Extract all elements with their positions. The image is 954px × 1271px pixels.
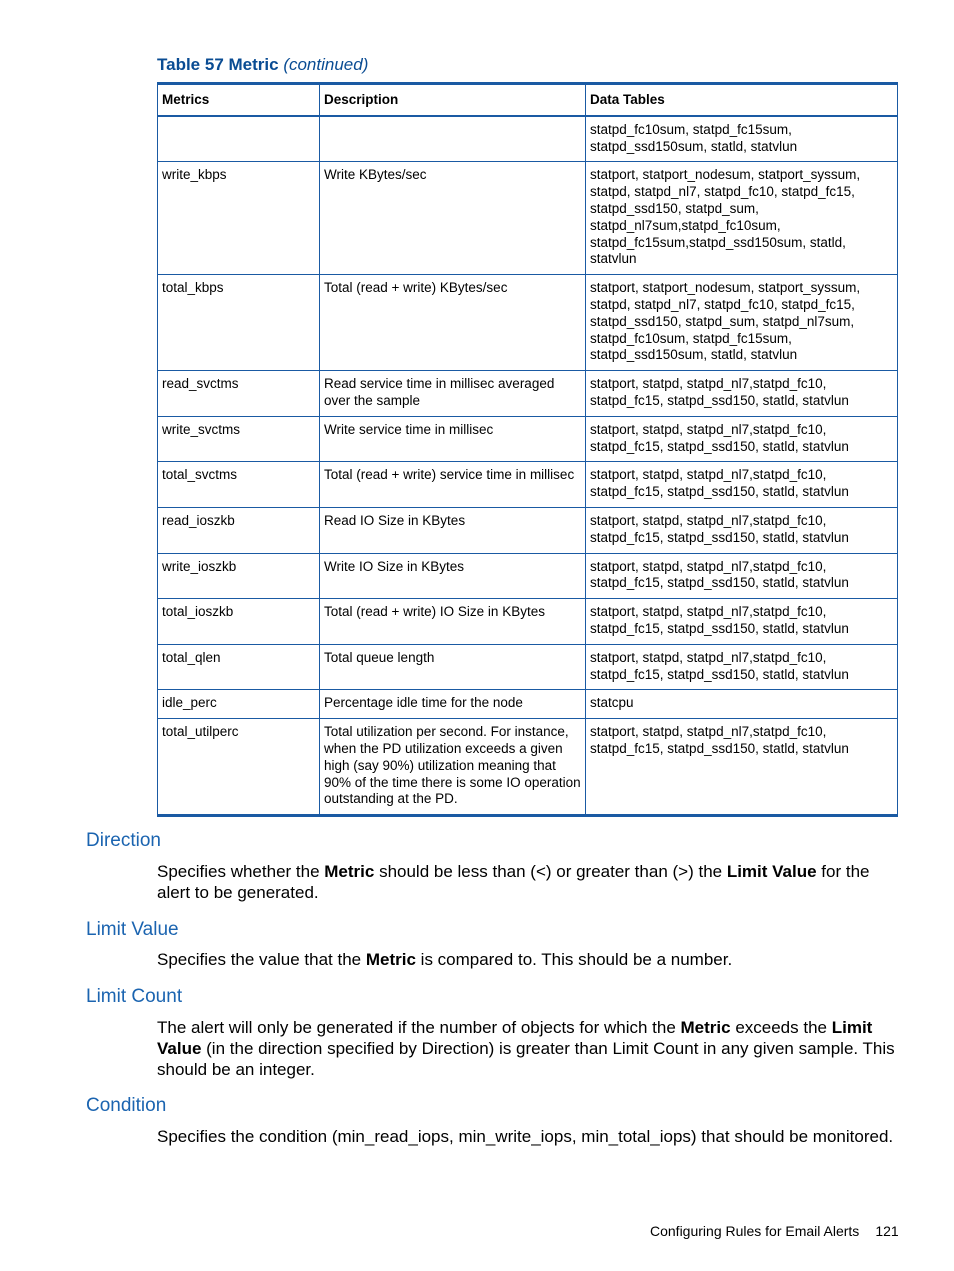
cell-metric: write_ioszkb	[158, 553, 320, 599]
bold-term: Metric	[324, 862, 375, 881]
cell-data-tables: statcpu	[586, 690, 898, 719]
cell-data-tables: statport, statport_nodesum, statport_syssum, statpd, statpd_nl7, statpd_fc10, statpd_fc15, statpd_ssd150, statpd_sum, statpd_nl7sum, statpd_fc10sum, statpd_fc15sum, statpd_ssd150sum, statld, statvlun	[586, 275, 898, 371]
text-run: Specifies the condition (min_read_iops, min_write_iops, min_total_iops) that should be monitored.	[157, 1127, 894, 1146]
table-row	[158, 719, 898, 816]
header-description: Description	[320, 84, 586, 116]
section-heading-direction: Direction	[86, 830, 161, 851]
cell-data-tables: statport, statport_nodesum, statport_syssum, statpd, statpd_nl7, statpd_fc10, statpd_fc15, statpd_ssd150, statpd_sum, statpd_nl7sum,statpd_fc10sum, statpd_fc15sum,statpd_ssd150sum, statld, statvlun	[586, 162, 898, 275]
table-row	[158, 553, 898, 599]
table-row	[158, 371, 898, 417]
footer-title: Configuring Rules for Email Alerts	[650, 1223, 860, 1239]
table-caption-label: Table 57 Metric	[157, 55, 279, 74]
cell-data-tables: statport, statpd, statpd_nl7,statpd_fc10, statpd_fc15, statpd_ssd150, statld, statvlun	[586, 719, 898, 816]
cell-description: Write KBytes/sec	[320, 162, 586, 275]
text-run: Specifies whether the	[157, 862, 325, 881]
table-row	[158, 690, 898, 719]
cell-data-tables: statport, statpd, statpd_nl7,statpd_fc10, statpd_fc15, statpd_ssd150, statld, statvlun	[586, 416, 898, 462]
text-run: exceeds the	[730, 1018, 832, 1037]
cell-metric: total_utilperc	[158, 719, 320, 816]
table-body	[158, 116, 898, 816]
cell-description: Total (read + write) KBytes/sec	[320, 275, 586, 371]
metric-table	[157, 82, 898, 817]
text-run: for the alert to be generated.	[157, 862, 870, 902]
text-run: is compared to. This should be a number.	[415, 950, 733, 969]
text-run: Specifies the value that the	[157, 950, 366, 969]
cell-metric: read_svctms	[158, 371, 320, 417]
section-body-condition	[157, 1126, 899, 1147]
cell-metric: total_kbps	[158, 275, 320, 371]
table-row	[158, 416, 898, 462]
cell-data-tables: statport, statpd, statpd_nl7,statpd_fc10, statpd_fc15, statpd_ssd150, statld, statvlun	[586, 553, 898, 599]
bold-term: Limit Value	[157, 1018, 873, 1058]
cell-description: Write service time in millisec	[320, 416, 586, 462]
table-row	[158, 507, 898, 553]
section-body-direction	[157, 861, 899, 903]
bold-term: Limit Value	[726, 862, 817, 881]
section-heading-limit-count: Limit Count	[86, 986, 183, 1007]
text-run: The alert will only be generated if the number of objects for which the	[157, 1018, 681, 1037]
cell-metric: write_kbps	[158, 162, 320, 275]
text-run: (in the direction specified by Direction) is greater than Limit Count in any given sample. This should be an integer.	[157, 1039, 895, 1079]
cell-metric	[158, 116, 320, 162]
section-heading-limit-value: Limit Value	[86, 919, 179, 940]
cell-description: Write IO Size in KBytes	[320, 553, 586, 599]
page-number: 121	[875, 1223, 899, 1239]
cell-data-tables: statport, statpd, statpd_nl7,statpd_fc10, statpd_fc15, statpd_ssd150, statld, statvlun	[586, 371, 898, 417]
cell-description	[320, 116, 586, 162]
cell-metric: total_ioszkb	[158, 599, 320, 645]
cell-data-tables: statport, statpd, statpd_nl7,statpd_fc10, statpd_fc15, statpd_ssd150, statld, statvlun	[586, 644, 898, 690]
cell-data-tables: statpd_fc10sum, statpd_fc15sum, statpd_ssd150sum, statld, statvlun	[586, 116, 898, 162]
page-footer	[650, 1223, 899, 1239]
cell-metric: total_qlen	[158, 644, 320, 690]
section-heading-condition: Condition	[86, 1095, 167, 1116]
bold-term: Metric	[365, 950, 416, 969]
cell-description: Total utilization per second. For instance, when the PD utilization exceeds a given high (say 90%) utilization meaning that 90% of the time there is some IO operation outstanding at the PD.	[320, 719, 586, 816]
cell-data-tables: statport, statpd, statpd_nl7,statpd_fc10, statpd_fc15, statpd_ssd150, statld, statvlun	[586, 599, 898, 645]
table-row	[158, 275, 898, 371]
cell-description: Read IO Size in KBytes	[320, 507, 586, 553]
table-caption	[157, 55, 368, 75]
text-run: should be less than (<) or greater than (>) the	[374, 862, 727, 881]
cell-metric: idle_perc	[158, 690, 320, 719]
cell-metric: read_ioszkb	[158, 507, 320, 553]
cell-description: Percentage idle time for the node	[320, 690, 586, 719]
cell-data-tables: statport, statpd, statpd_nl7,statpd_fc10, statpd_fc15, statpd_ssd150, statld, statvlun	[586, 462, 898, 508]
section-body-limit-value	[157, 949, 899, 970]
cell-metric: write_svctms	[158, 416, 320, 462]
table-row	[158, 116, 898, 162]
table-row	[158, 644, 898, 690]
table-row	[158, 599, 898, 645]
cell-description: Total (read + write) service time in millisec	[320, 462, 586, 508]
cell-data-tables: statport, statpd, statpd_nl7,statpd_fc10, statpd_fc15, statpd_ssd150, statld, statvlun	[586, 507, 898, 553]
cell-description: Total queue length	[320, 644, 586, 690]
header-data-tables: Data Tables	[586, 84, 898, 116]
bold-term: Metric	[680, 1018, 731, 1037]
table-caption-suffix: (continued)	[283, 55, 369, 74]
table-row	[158, 162, 898, 275]
section-body-limit-count	[157, 1017, 899, 1080]
cell-description: Total (read + write) IO Size in KBytes	[320, 599, 586, 645]
cell-metric: total_svctms	[158, 462, 320, 508]
table-header-row	[158, 84, 898, 116]
table-row	[158, 462, 898, 508]
header-metrics: Metrics	[158, 84, 320, 116]
cell-description: Read service time in millisec averaged over the sample	[320, 371, 586, 417]
